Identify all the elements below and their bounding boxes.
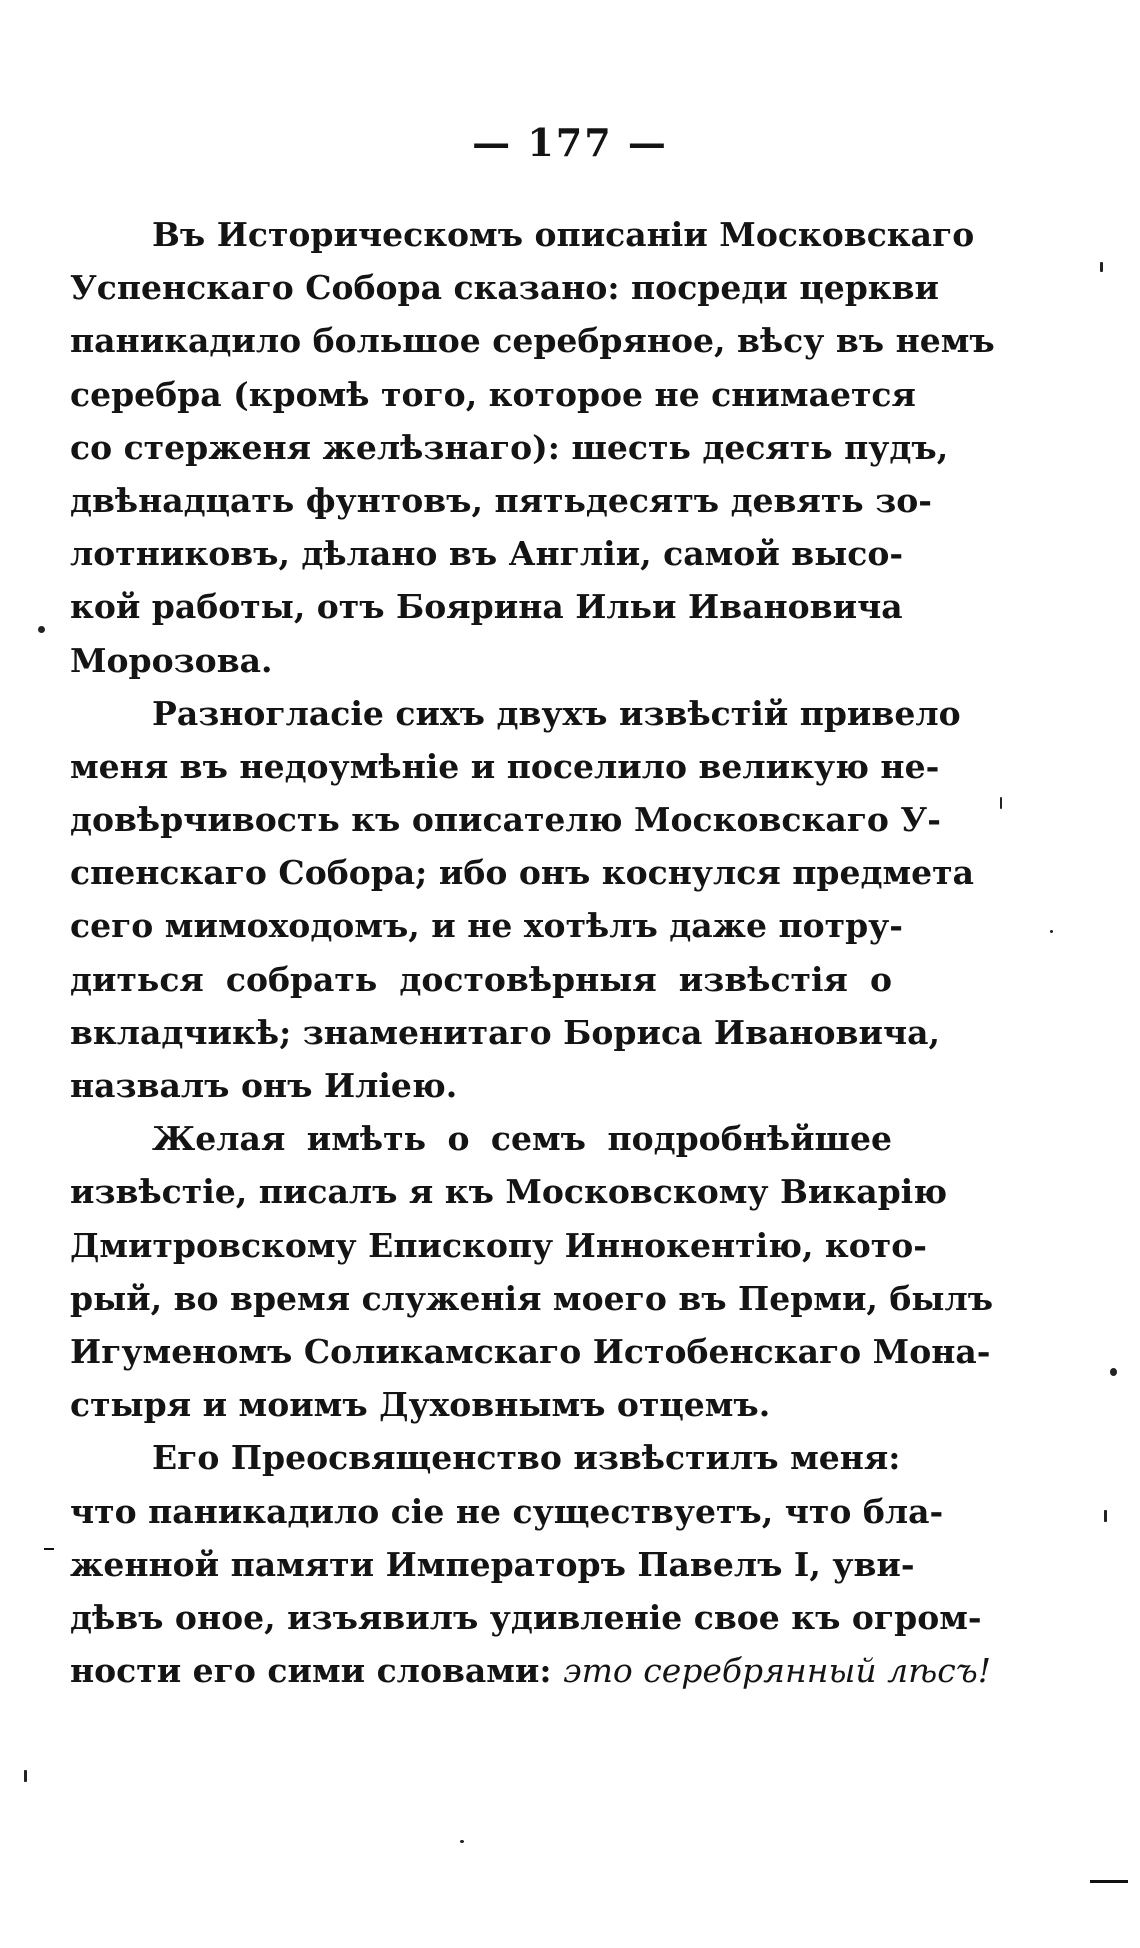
text-line: со стерженя желѣзнаго): шесть десять пудъ, bbox=[70, 427, 949, 467]
text-line: назвалъ онъ Иліею. bbox=[70, 1066, 458, 1105]
scan-speck bbox=[38, 626, 45, 633]
text-line: Разногласіе сихъ двухъ извѣстій привело bbox=[152, 693, 961, 733]
text-line: женной памяти Императоръ Павелъ I, уви- bbox=[70, 1544, 915, 1584]
text-italic-phrase: это серебрянный лѣсъ! bbox=[563, 1651, 991, 1691]
text-normal: ности его сими словами: bbox=[70, 1651, 564, 1691]
margin-dash bbox=[1090, 1880, 1128, 1883]
text-line: серебра (кромѣ того, которое не снимается bbox=[70, 374, 916, 414]
scan-speck bbox=[1050, 930, 1053, 933]
text-line: Морозова. bbox=[70, 640, 273, 680]
text-line: двѣнадцать фунтовъ, пятьдесятъ девять зо- bbox=[70, 480, 932, 520]
scan-speck bbox=[1000, 797, 1002, 809]
text-line: Игуменомъ Соликамскаго Истобенскаго Мона- bbox=[70, 1331, 991, 1371]
text-line: дѣвъ оное, изъявилъ удивленіе свое къ огром- bbox=[70, 1597, 982, 1637]
text-line: Успенскаго Собора сказано: посреди церкви bbox=[70, 268, 940, 308]
text-line: спенскаго Собора; ибо онъ коснулся предмета bbox=[70, 853, 974, 893]
text-line: извѣстіе, писалъ я къ Московскому Викарію bbox=[70, 1172, 948, 1212]
scan-speck bbox=[1104, 1510, 1107, 1522]
text-line: довѣрчивость къ описателю Московскаго У- bbox=[70, 800, 941, 840]
scan-speck bbox=[24, 1770, 27, 1782]
text-line: паникадило большое серебряное, вѣсу въ немъ bbox=[70, 321, 995, 361]
scan-speck bbox=[1110, 1368, 1117, 1376]
text-line-final bbox=[70, 1644, 991, 1697]
text-line: сего мимоходомъ, и не хотѣлъ даже потру- bbox=[70, 906, 903, 946]
page-number: — 177 — bbox=[472, 120, 668, 165]
body-text bbox=[70, 208, 995, 1697]
paragraph-4 bbox=[70, 1431, 991, 1697]
text-line: Желая имѣть о семъ подробнѣйшее bbox=[152, 1119, 892, 1159]
text-line: вкладчикѣ; знаменитаго Бориса Ивановича, bbox=[70, 1012, 940, 1052]
text-line: Въ Историческомъ описаніи Московскаго bbox=[152, 215, 975, 254]
text-line: кой работы, отъ Боярина Ильи Ивановича bbox=[70, 587, 903, 627]
margin-dash bbox=[44, 1548, 54, 1550]
text-line: Дмитровскому Епископу Иннокентію, кото- bbox=[70, 1225, 927, 1265]
text-line: рый, во время служенія моего въ Перми, былъ bbox=[70, 1278, 994, 1318]
paragraph-1 bbox=[70, 208, 995, 687]
text-line: меня въ недоумѣніе и поселило великую не- bbox=[70, 746, 940, 786]
paragraph-3 bbox=[70, 1112, 994, 1431]
scan-speck bbox=[1100, 262, 1103, 272]
text-line: лотниковъ, дѣлано въ Англіи, самой высо- bbox=[70, 534, 904, 574]
paragraph-2 bbox=[70, 687, 974, 1113]
scan-speck bbox=[460, 1840, 464, 1843]
text-line: Его Преосвященство извѣстилъ меня: bbox=[152, 1438, 901, 1478]
text-line: стыря и моимъ Духовнымъ отцемъ. bbox=[70, 1385, 771, 1425]
text-line: диться собрать достовѣрныя извѣстія о bbox=[70, 959, 892, 999]
text-line: что паникадило сіе не существуетъ, что бла- bbox=[70, 1491, 944, 1531]
